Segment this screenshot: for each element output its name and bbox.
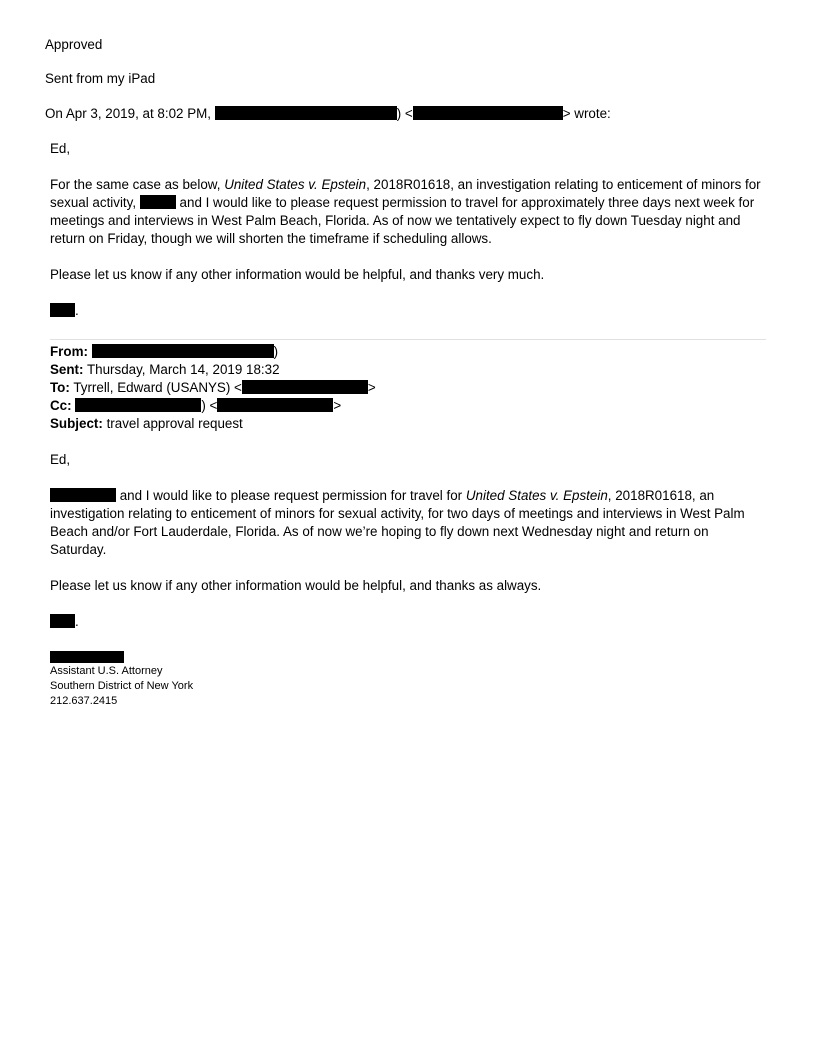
- header-from: [50, 343, 278, 361]
- quoted2-text: and I would like to please request permission for travel for: [119, 488, 463, 503]
- signature-phone: 212.637.2415: [50, 695, 118, 707]
- redaction-cc-email: [217, 398, 333, 412]
- header-cc: [50, 397, 341, 415]
- quoted1-text: sexual activity,: [50, 195, 137, 210]
- wrote-line-suffix: > wrote:: [562, 106, 611, 121]
- redaction-colleague-name: [140, 195, 176, 209]
- from-label: From:: [50, 344, 88, 359]
- subject-label: Subject:: [50, 416, 103, 431]
- wrote-line: [45, 105, 611, 123]
- quoted1-para1-line4: return on Friday, though we will shorten the timeframe if scheduling allows.: [50, 231, 492, 246]
- redaction-sender-name: [215, 106, 397, 120]
- sent-value: Thursday, March 14, 2019 18:32: [86, 362, 280, 377]
- quoted2-para2: Please let us know if any other information would be helpful, and thanks as always.: [50, 578, 542, 593]
- redaction-sender-email: [413, 106, 563, 120]
- wrote-line-prefix: On Apr 3, 2019, at 8:02 PM,: [45, 106, 211, 121]
- redaction-to-email: [242, 380, 368, 394]
- quoted2-para1-line3: Beach and/or Fort Lauderdale, Florida. As of now we’re hoping to fly down next Wednesday night and return on: [50, 524, 709, 539]
- signoff-period: .: [75, 614, 79, 629]
- quoted1-text: For the same case as below,: [50, 177, 221, 192]
- subject-value: travel approval request: [106, 416, 243, 431]
- to-close: >: [367, 380, 376, 395]
- redaction-cc-name: [75, 398, 201, 412]
- quoted1-signoff: [50, 302, 79, 320]
- quoted1-para1-line3: meetings and interviews in West Palm Beach, Florida. As of now we tentatively expect to fly down Tuesday night and: [50, 213, 741, 228]
- quoted1-text: and I would like to please request permission to travel for approximately three days next week for: [179, 195, 755, 210]
- quoted2-para1-line4: Saturday.: [50, 542, 107, 557]
- redaction-from-name: [92, 344, 274, 358]
- quoted2-para1-line1: [50, 487, 714, 505]
- quoted1-greeting: Ed,: [50, 141, 71, 156]
- quoted1-para2: Please let us know if any other information would be helpful, and thanks very much.: [50, 267, 545, 282]
- quoted1-para1-line2: [50, 194, 754, 212]
- to-value: Tyrrell, Edward (USANYS) <: [73, 380, 242, 395]
- quoted1-para1-line1: [50, 176, 761, 194]
- header-subject: [50, 415, 243, 433]
- to-label: To:: [50, 380, 70, 395]
- redaction-signoff-initials: [50, 303, 75, 317]
- redaction-signoff-initials: [50, 614, 75, 628]
- quoted2-greeting: Ed,: [50, 452, 71, 467]
- quoted2-para1-line2: investigation relating to enticement of minors for sexual activity, for two days of meetings and interviews in West Palm: [50, 506, 745, 521]
- redaction-colleague-name: [50, 488, 116, 502]
- cc-mid: ) <: [201, 398, 218, 413]
- case-name: United States v. Epstein: [224, 177, 367, 192]
- wrote-line-mid: ) <: [396, 106, 413, 121]
- from-close: ): [273, 344, 279, 359]
- quoted2-text: , 2018R01618, an: [607, 488, 715, 503]
- quoted1-text: , 2018R01618, an investigation relating to enticement of minors for: [366, 177, 761, 192]
- cc-close: >: [333, 398, 342, 413]
- signature-title: Assistant U.S. Attorney: [50, 665, 163, 677]
- sent-label: Sent:: [50, 362, 84, 377]
- signature-office: Southern District of New York: [50, 680, 194, 692]
- approved-text: Approved: [45, 37, 103, 52]
- cc-label: Cc:: [50, 398, 72, 413]
- redaction-signature-name: [50, 651, 124, 663]
- quoted2-signoff: [50, 613, 79, 631]
- message-separator: [50, 339, 766, 340]
- sent-from-signature: Sent from my iPad: [45, 71, 156, 86]
- case-name: United States v. Epstein: [465, 488, 608, 503]
- header-sent: [50, 361, 280, 379]
- signoff-period: .: [75, 303, 79, 318]
- header-to: [50, 379, 376, 397]
